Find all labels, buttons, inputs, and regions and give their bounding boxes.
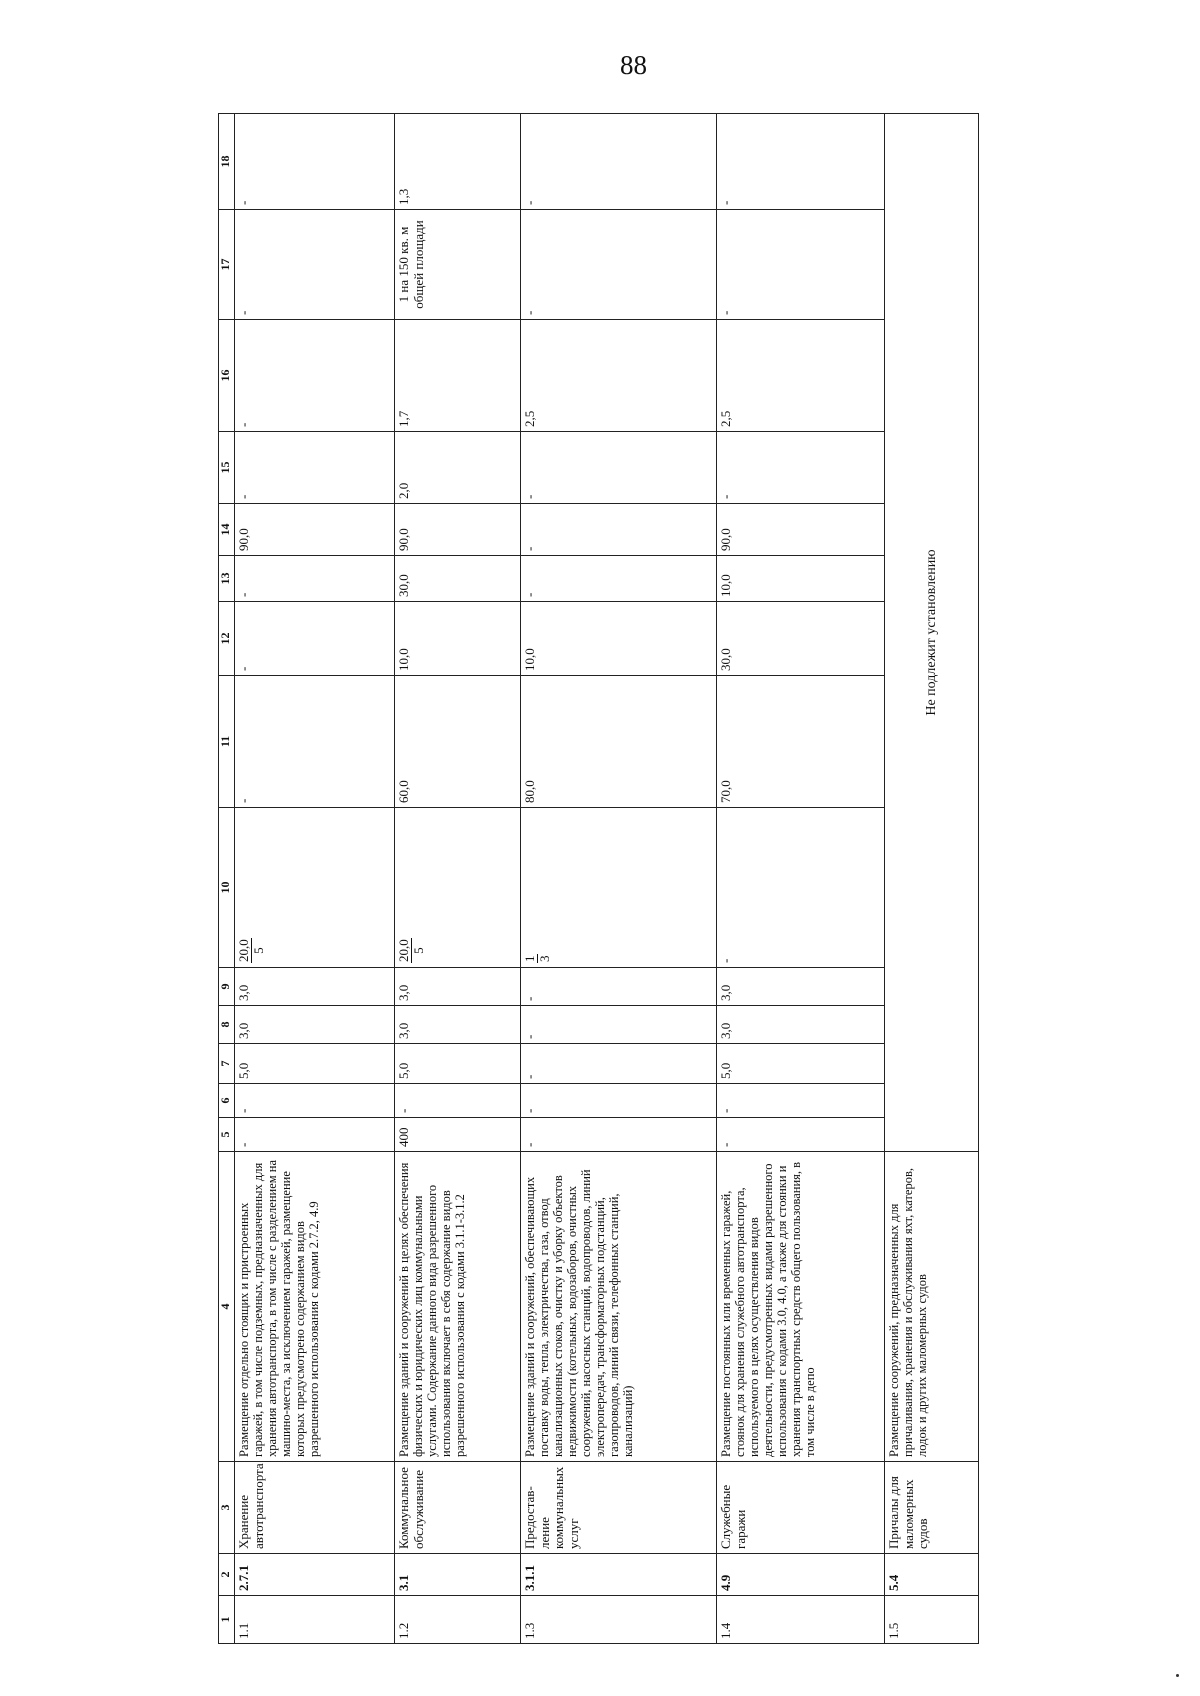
header-cell: 16 — [219, 320, 235, 432]
param-cell: - — [235, 1118, 395, 1152]
fraction-numerator: 20,0 — [236, 939, 251, 962]
param-cell: 2,0 — [395, 432, 521, 504]
param-cell: - — [521, 114, 717, 210]
param-cell: - — [521, 210, 717, 320]
param-cell: 3,0 — [235, 1006, 395, 1044]
use-name: Служебные гаражи — [717, 1462, 885, 1554]
use-code: 3.1.1 — [521, 1554, 717, 1596]
row-number: 1.4 — [717, 1596, 885, 1644]
param-cell: 70,0 — [717, 676, 885, 808]
param-cell: 10,0 — [521, 602, 717, 676]
param-cell: 3,0 — [395, 1006, 521, 1044]
use-description: Размещение зданий и сооружений, обеспечивающих поставку воды, тепла, электричества, газа, отвод канализационных стоков, очистку и уборку объектов недвижимости (котельных, водозаборов, очистных сооружений, насосных станций, водопроводов, линий электропередач, трансформаторных подстанций, газопроводов, линий связи, телефонных станций, канализаций) — [521, 1152, 717, 1462]
param-cell: 80,0 — [521, 676, 717, 808]
fraction-denominator: 5 — [410, 947, 426, 954]
param-cell: - — [717, 114, 885, 210]
header-cell: 3 — [219, 1462, 235, 1554]
header-cell: 4 — [219, 1152, 235, 1462]
page-number: 88 — [620, 50, 647, 80]
header-cell: 6 — [219, 1084, 235, 1118]
param-cell: - — [717, 432, 885, 504]
header-cell: 1 — [219, 1596, 235, 1644]
param-cell: 1 на 150 кв. м общей площади — [395, 210, 521, 320]
use-code: 3.1 — [395, 1554, 521, 1596]
param-cell: - — [521, 556, 717, 602]
param-cell: - — [235, 602, 395, 676]
param-cell: 3,0 — [395, 968, 521, 1006]
use-description: Размещение постоянных или временных гаражей, стоянок для хранения служебного автотранспорта, используемого в целях осуществления видов деятельности, предусмотренных видами разрешенного использования с кодами 3.0, 4.0, а также для стоянки и хранения транспортных средств общего пользования, в том числе в депо — [717, 1152, 885, 1462]
table-row — [717, 114, 885, 1644]
header-cell: 17 — [219, 210, 235, 320]
header-cell: 11 — [219, 676, 235, 808]
param-cell-fraction — [521, 808, 717, 968]
param-cell-fraction — [395, 808, 521, 968]
rotated-table-wrapper — [218, 114, 978, 1644]
param-cell: 3,0 — [235, 968, 395, 1006]
row-number: 1.1 — [235, 1596, 395, 1644]
table-row — [395, 114, 521, 1644]
param-cell: 5,0 — [395, 1044, 521, 1084]
row-number: 1.3 — [521, 1596, 717, 1644]
param-cell: - — [521, 1006, 717, 1044]
header-cell: 18 — [219, 114, 235, 210]
row-number: 1.5 — [885, 1596, 979, 1644]
param-cell: 60,0 — [395, 676, 521, 808]
param-cell: 10,0 — [395, 602, 521, 676]
param-cell: - — [521, 1084, 717, 1118]
use-description: Размещение зданий и сооружений в целях обеспечения физических и юридических лиц коммунальными услугами. Содержание данного вида разрешенного использования включает в себя содержание видов разрешенного использования с кодами 3.1.1-3.1.2 — [395, 1152, 521, 1462]
not-established-note: Не подлежит установлению — [885, 114, 979, 1152]
header-cell: 2 — [219, 1554, 235, 1596]
header-cell: 8 — [219, 1006, 235, 1044]
param-cell: - — [235, 432, 395, 504]
row-number: 1.2 — [395, 1596, 521, 1644]
param-cell: 30,0 — [717, 602, 885, 676]
use-name: Предостав-ление коммунальных услуг — [521, 1462, 717, 1554]
param-cell-fraction — [235, 808, 395, 968]
header-cell: 10 — [219, 808, 235, 968]
table-row — [885, 114, 979, 1644]
header-cell: 15 — [219, 432, 235, 504]
param-cell: 3,0 — [717, 968, 885, 1006]
param-cell: - — [235, 114, 395, 210]
fraction-numerator: 20,0 — [396, 939, 411, 962]
table-row — [235, 114, 395, 1644]
header-cell: 5 — [219, 1118, 235, 1152]
param-cell: - — [521, 968, 717, 1006]
param-cell: 30,0 — [395, 556, 521, 602]
param-cell: - — [717, 1118, 885, 1152]
param-cell: - — [521, 432, 717, 504]
param-cell: - — [717, 1084, 885, 1118]
param-cell: 1,3 — [395, 114, 521, 210]
param-cell: - — [235, 676, 395, 808]
fraction-denominator: 3 — [536, 955, 552, 962]
param-cell: - — [717, 808, 885, 968]
use-name: Хранение автотранспорта — [235, 1462, 395, 1554]
param-cell: 5,0 — [717, 1044, 885, 1084]
header-cell: 9 — [219, 968, 235, 1006]
header-cell: 13 — [219, 556, 235, 602]
use-description: Размещение отдельно стоящих и пристроенных гаражей, в том числе подземных, предназначенных для хранения автотранспорта, в том числе с разделением на машино-места, за исключением гаражей, размещение которых предусмотрено содержанием видов разрешенного использования с кодами 2.7.2, 4.9 — [235, 1152, 395, 1462]
param-cell: - — [235, 210, 395, 320]
use-code: 5.4 — [885, 1554, 979, 1596]
param-cell: 90,0 — [717, 504, 885, 556]
param-cell: 5,0 — [235, 1044, 395, 1084]
header-cell: 14 — [219, 504, 235, 556]
param-cell: - — [395, 1084, 521, 1118]
use-description: Размещение сооружений, предназначенных для причаливания, хранения и обслуживания яхт, катеров, лодок и других маломерных судов — [885, 1152, 979, 1462]
param-cell: 2,5 — [717, 320, 885, 432]
param-cell: 2,5 — [521, 320, 717, 432]
param-cell: 10,0 — [717, 556, 885, 602]
use-code: 4.9 — [717, 1554, 885, 1596]
header-cell: 7 — [219, 1044, 235, 1084]
param-cell: - — [235, 320, 395, 432]
param-cell: 3,0 — [717, 1006, 885, 1044]
zoning-parameters-table — [218, 113, 979, 1644]
param-cell: - — [717, 210, 885, 320]
param-cell: - — [235, 556, 395, 602]
param-cell: 1,7 — [395, 320, 521, 432]
header-row — [219, 114, 235, 1644]
param-cell: - — [521, 1044, 717, 1084]
param-cell: - — [235, 1084, 395, 1118]
table-row — [521, 114, 717, 1644]
fraction-denominator: 5 — [250, 947, 266, 954]
use-name: Причалы для маломерных судов — [885, 1462, 979, 1554]
fraction-numerator: 1 — [522, 955, 537, 962]
param-cell: 90,0 — [395, 504, 521, 556]
param-cell: - — [521, 1118, 717, 1152]
param-cell: 400 — [395, 1118, 521, 1152]
use-name: Коммунальное обслуживание — [395, 1462, 521, 1554]
param-cell: - — [521, 504, 717, 556]
header-cell: 12 — [219, 602, 235, 676]
scan-speck — [1176, 1674, 1179, 1677]
use-code: 2.7.1 — [235, 1554, 395, 1596]
param-cell: 90,0 — [235, 504, 395, 556]
